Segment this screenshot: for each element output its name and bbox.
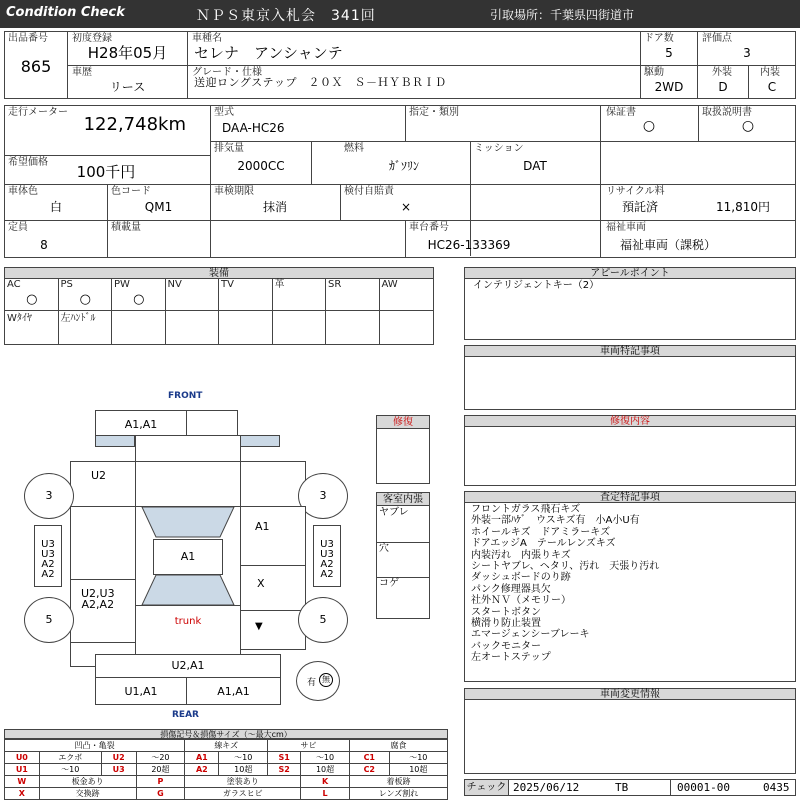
legend-code: S2 xyxy=(268,764,301,776)
special-notes-box xyxy=(464,356,796,410)
guest-item-burn: コゲ xyxy=(379,578,399,589)
doors-label: ドア数 xyxy=(644,33,674,44)
score-value: 3 xyxy=(743,46,751,60)
body-color-value: 白 xyxy=(49,200,62,214)
roof-damage: A1 xyxy=(180,550,196,563)
recycle-status: 預託済 xyxy=(622,200,659,214)
fuel-value: ｶﾞｿﾘﾝ xyxy=(388,159,419,173)
legend-code: U2 xyxy=(101,752,136,764)
drive-value: 2WD xyxy=(654,80,684,94)
panel-right-front-fender[interactable] xyxy=(240,461,306,507)
panel-front-right[interactable] xyxy=(186,410,238,436)
legend-code: K xyxy=(301,776,350,788)
inspection-note-line: パンク修理器具欠 xyxy=(471,583,551,595)
inspection-notes-box xyxy=(464,502,796,682)
legend-desc: 板金あり xyxy=(39,776,136,788)
change-info-box xyxy=(464,699,796,774)
inspection-note-line: フロントガラス飛石キズ xyxy=(471,504,581,515)
mission-value: DAT xyxy=(523,159,547,173)
repair-label: 修復 xyxy=(376,415,430,429)
panel-windshield[interactable] xyxy=(135,435,241,462)
inspection-note-line: ドアエッジA テールレンズキズ xyxy=(471,538,616,550)
grade-value: 送迎ロングステップ ２０Ｘ Ｓ－ＨＹＢＲＩＤ xyxy=(194,76,447,89)
grade-label: グレード・仕様 xyxy=(192,67,262,78)
legend-code: C1 xyxy=(349,752,389,764)
check-label: チェック xyxy=(465,780,509,795)
inspection-note-line: バックモニター xyxy=(471,640,541,652)
panel-roof-area[interactable] xyxy=(135,506,241,606)
lot-number: 865 xyxy=(20,57,52,76)
capacity-value: 8 xyxy=(40,238,48,252)
tire-rear-right-value: 5 xyxy=(319,613,327,626)
equipment-label: NV xyxy=(167,279,182,290)
price-value: 100千円 xyxy=(76,163,136,181)
legend-code: U3 xyxy=(101,764,136,776)
legend-header: 凹凸・亀裂 xyxy=(5,740,185,752)
inspection-notes-title: 査定特記事項 xyxy=(464,491,796,503)
bumper-right-damage: A1,A1 xyxy=(217,685,250,698)
inspection-note-line: 内装汚れ 内張りキズ xyxy=(471,549,571,561)
warranty-value: ○ xyxy=(642,118,656,134)
capacity-label: 定員 xyxy=(8,222,28,233)
spare-none-icon: 無 xyxy=(319,673,333,687)
equipment-label: 革 xyxy=(274,279,285,290)
lot-label: 出品番号 xyxy=(8,33,48,44)
fuel-label: 燃料 xyxy=(344,143,364,154)
legend-code: P xyxy=(136,776,185,788)
legend-desc: 20超 xyxy=(136,764,185,776)
panel-rear-bumper-left[interactable] xyxy=(95,677,187,705)
mission-label: ミッション xyxy=(474,143,524,154)
equipment-cell-r2-1 xyxy=(59,311,113,344)
guest-title: 客室内張 xyxy=(376,492,430,506)
legend-desc: 塗装あり xyxy=(185,776,301,788)
liability-label: 検付自賠責 xyxy=(344,186,394,197)
legend-code: C2 xyxy=(349,764,389,776)
equipment-label: SR xyxy=(328,279,342,290)
guest-item-hole: 穴 xyxy=(379,543,389,554)
legend-desc: ～20 xyxy=(136,752,185,764)
panel-right-rear-door[interactable] xyxy=(240,565,306,611)
equipment-cell-2 xyxy=(112,279,166,311)
legend-desc: レンズ割れ xyxy=(349,788,447,800)
repair-content-title: 修復内容 xyxy=(464,415,796,427)
front-label: FRONT xyxy=(168,391,203,401)
change-info-title: 車両変更情報 xyxy=(464,688,796,700)
panel-left-front-fender[interactable] xyxy=(70,461,136,507)
equipment-label: Wﾀｲﾔ xyxy=(7,313,32,324)
legend-code: U0 xyxy=(5,752,40,764)
equipment-cell-r2-6 xyxy=(326,311,380,344)
spare-tire[interactable] xyxy=(296,661,340,701)
equipment-cell-r2-7 xyxy=(380,311,434,344)
inspection-note-line: ホイールキズ ドアミラーキズ xyxy=(471,526,611,538)
panel-trunk[interactable] xyxy=(135,605,241,655)
chassis-value: HC26-133369 xyxy=(427,238,511,252)
appeal-text: インテリジェントキー（2） xyxy=(473,280,600,291)
equipment-cell-r2-3 xyxy=(166,311,220,344)
panel-rear-bumper-right[interactable] xyxy=(186,677,281,705)
welfare-label: 福祉車両 xyxy=(606,222,646,233)
header-right-title: 引取場所：千葉県四街道市 xyxy=(490,8,635,22)
header-left-title: Condition Check xyxy=(6,5,125,20)
inspection-note-line: 社外ＮＶ（メモリー） xyxy=(471,595,571,607)
manual-label: 取扱説明書 xyxy=(702,107,752,118)
panel-right-side[interactable] xyxy=(313,525,341,587)
doors-value: 5 xyxy=(665,46,673,60)
legend-header: 線キズ xyxy=(185,740,268,752)
interior-value: C xyxy=(767,80,777,94)
displacement-value: 2000CC xyxy=(237,159,285,173)
manual-value: ○ xyxy=(741,118,755,134)
footer-staff: TB xyxy=(615,781,629,794)
tire-front-left[interactable] xyxy=(24,473,74,519)
equipment-cell-r2-4 xyxy=(219,311,273,344)
liability-value: × xyxy=(400,200,412,214)
equipment-cell-5 xyxy=(273,279,327,311)
equipment-cell-r2-0 xyxy=(5,311,59,344)
panel-front-cabin[interactable] xyxy=(135,461,241,507)
footer-code1: 00001-00 xyxy=(677,781,730,794)
legend-desc: 10超 xyxy=(301,764,350,776)
legend-code: L xyxy=(301,788,350,800)
inspection-note-line: 外装一部ﾊｹﾞ ウスキズ有 小A小U有 xyxy=(471,515,640,527)
rear-label: REAR xyxy=(172,710,199,720)
legend-code: X xyxy=(5,788,40,800)
legend-header: サビ xyxy=(268,740,350,752)
equipment-cell-r2-5 xyxy=(273,311,327,344)
legend-desc: 着板跡 xyxy=(349,776,447,788)
right-rear-mark: ▼ xyxy=(255,621,263,632)
special-notes-title: 車両特記事項 xyxy=(464,345,796,357)
equipment-cell-r2-2 xyxy=(112,311,166,344)
welfare-value: 福祉車両（課税） xyxy=(620,238,717,252)
legend-desc: エクボ xyxy=(39,752,101,764)
header-bar xyxy=(0,0,800,28)
recycle-label: リサイクル料 xyxy=(606,186,665,197)
hood-damage: A1,A1 xyxy=(124,418,158,431)
mileage-value: 122,748km xyxy=(83,114,186,135)
left-side-damage: U3 U3 A2 A2 xyxy=(41,539,55,580)
model-label: 車種名 xyxy=(192,33,222,44)
spare-label: 有 xyxy=(307,678,317,688)
chassis-label: 車台番号 xyxy=(409,222,449,233)
equipment-cell-4 xyxy=(219,279,273,311)
tire-front-right-value: 3 xyxy=(319,489,327,502)
equipment-label: AW xyxy=(381,279,398,290)
mileage-label: 走行メーター xyxy=(8,107,68,118)
color-code-label: 色コード xyxy=(111,186,151,197)
trunk-label: trunk xyxy=(174,616,202,627)
car-diagram xyxy=(0,385,460,725)
legend-desc: ～10 xyxy=(219,752,268,764)
type-label: 型式 xyxy=(214,107,234,118)
legend-desc: ～10 xyxy=(301,752,350,764)
legend-table xyxy=(4,739,448,800)
equipment-cell-7 xyxy=(380,279,434,311)
inspection-note-line: 左オートステップ xyxy=(471,652,551,664)
repair-content-box xyxy=(464,426,796,486)
panel-left-side[interactable] xyxy=(34,525,62,587)
panel-left-rear-door[interactable] xyxy=(70,579,136,643)
guest-item-tear: ヤブレ xyxy=(379,507,409,518)
equipment-cell-6 xyxy=(326,279,380,311)
history-value: リース xyxy=(109,80,146,94)
right-side-damage: U3 U3 A2 A2 xyxy=(320,539,334,580)
panel-rear[interactable] xyxy=(95,654,281,678)
appeal-title: アピールポイント xyxy=(464,267,796,279)
header-center-title: ＮＰＳ東京入札会 341回 xyxy=(196,8,376,24)
equipment-label: TV xyxy=(221,279,234,290)
exterior-label: 外装 xyxy=(712,67,732,78)
inspection-note-line: 横滑り防止装置 xyxy=(471,618,541,629)
legend-desc: 10超 xyxy=(219,764,268,776)
legend-code: A2 xyxy=(185,764,219,776)
legend-code: U1 xyxy=(5,764,40,776)
body-color-label: 車体色 xyxy=(8,186,38,197)
legend-code: G xyxy=(136,788,185,800)
legend-code: S1 xyxy=(268,752,301,764)
score-label: 評価点 xyxy=(702,33,732,44)
displacement-label: 排気量 xyxy=(214,143,244,154)
equipment-cell-0 xyxy=(5,279,59,311)
legend-header: 腐食 xyxy=(349,740,447,752)
legend-desc: ～10 xyxy=(39,764,101,776)
legend-desc: ガラスヒビ xyxy=(185,788,301,800)
equipment-grid xyxy=(4,278,434,345)
panel-right-rear-quarter[interactable] xyxy=(240,610,306,650)
footer-bar xyxy=(464,779,796,796)
left-rear-damage: U2,U3 A2,A2 xyxy=(81,587,115,611)
tire-rear-left[interactable] xyxy=(24,597,74,643)
legend-desc: ～10 xyxy=(389,752,447,764)
drive-label: 駆動 xyxy=(644,67,664,78)
reg-label: 初度登録 xyxy=(72,33,112,44)
equipment-value: ○ xyxy=(79,292,91,307)
footer-code2: 0435 xyxy=(763,781,790,794)
footer-date: 2025/06/12 xyxy=(513,781,580,794)
model-value: セレナ アンシャンテ xyxy=(194,44,343,62)
equipment-cell-1 xyxy=(59,279,113,311)
equipment-label: 左ﾊﾝﾄﾞﾙ xyxy=(60,313,96,324)
legend-code: W xyxy=(5,776,40,788)
front-glass-left xyxy=(95,435,135,447)
legend-title: 損傷記号＆損傷サイズ（～最大cm） xyxy=(4,729,448,739)
inspection-note-line: シートヤブレ、ヘタリ、汚れ 天張り汚れ xyxy=(471,561,660,572)
exterior-value: D xyxy=(718,80,728,94)
equipment-title: 装備 xyxy=(4,267,434,279)
panel-left-front-door[interactable] xyxy=(70,506,136,580)
color-code-value: QM1 xyxy=(144,200,173,214)
history-label: 車歴 xyxy=(72,67,92,78)
equipment-value: ○ xyxy=(26,292,38,307)
panel-right-front-door[interactable] xyxy=(240,506,306,566)
reg-value: H28年05月 xyxy=(87,44,168,62)
inspection-note-line: エマージェンシーブレーキ xyxy=(471,629,590,641)
left-front-damage: U2 xyxy=(91,469,107,482)
equipment-cell-3 xyxy=(166,279,220,311)
tire-rear-left-value: 5 xyxy=(45,613,53,626)
equipment-label: PW xyxy=(114,279,130,290)
inspection-note-line: ダッシュボードのり跡 xyxy=(471,572,571,584)
tire-front-left-value: 3 xyxy=(45,489,53,502)
legend-desc: 交換跡 xyxy=(39,788,136,800)
type-value: DAA-HC26 xyxy=(222,121,285,135)
right-rear-damage: X xyxy=(257,577,265,590)
legend-desc: 10超 xyxy=(389,764,447,776)
bumper-left-damage: U1,A1 xyxy=(124,685,158,698)
inspection-note-line: スタートボタン xyxy=(471,606,541,618)
price-label: 希望価格 xyxy=(8,157,48,168)
panel-roof[interactable] xyxy=(153,539,223,575)
inspection-label: 車検期限 xyxy=(214,186,254,197)
recycle-amount: 11,810円 xyxy=(716,200,770,214)
tire-rear-right[interactable] xyxy=(298,597,348,643)
inspection-value: 抹消 xyxy=(262,200,287,214)
right-front-door-damage: A1 xyxy=(255,520,270,533)
front-glass-right xyxy=(240,435,280,447)
interior-label: 内装 xyxy=(760,67,780,78)
warranty-label: 保証書 xyxy=(606,107,636,118)
load-label: 積載量 xyxy=(111,222,141,233)
appeal-box xyxy=(464,278,796,340)
panel-hood[interactable] xyxy=(95,410,187,436)
rear-panel-damage: U2,A1 xyxy=(171,659,205,672)
equipment-value: ○ xyxy=(133,292,145,307)
equipment-label: PS xyxy=(60,279,73,290)
designation-label: 指定・類別 xyxy=(409,107,459,118)
equipment-label: AC xyxy=(7,279,21,290)
legend-code: A1 xyxy=(185,752,219,764)
